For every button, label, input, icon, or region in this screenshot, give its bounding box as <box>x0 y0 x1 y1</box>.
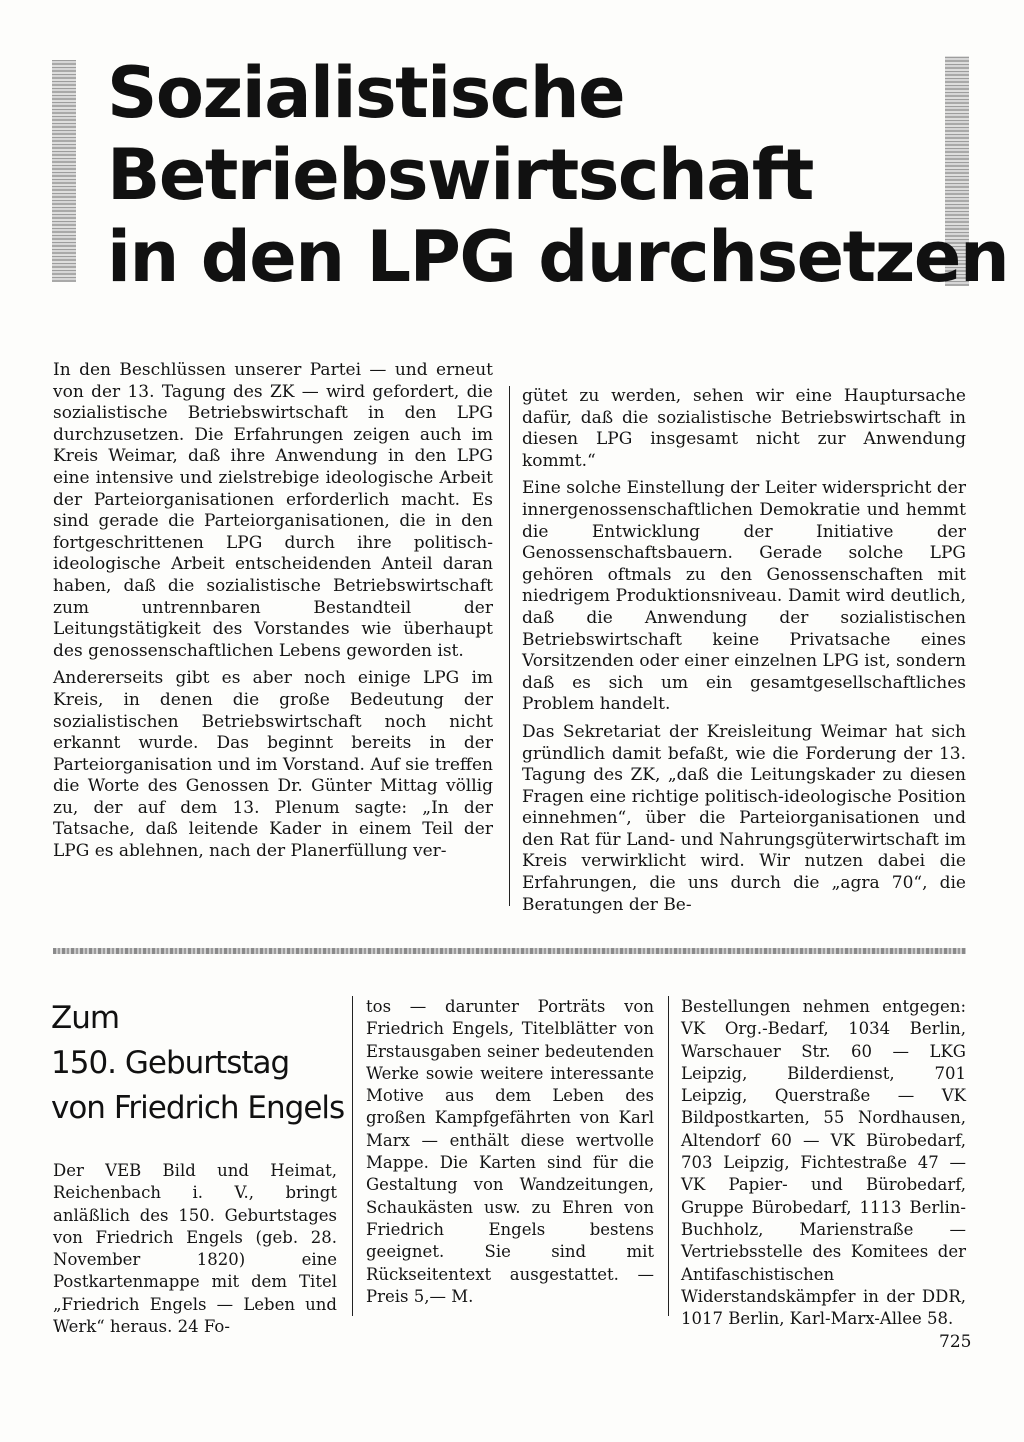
article1-paragraph: Eine solche Einstellung der Leiter widerspricht der innergenossenschaftlichen Demokratie und hemmt die Entwicklung der Initiative der Genossenschaftsbauern. Gerade solche LPG gehören oftmals zu den Genossenschaften mit niedrigem Produktionsniveau. Damit wird deutlich, daß die Anwendung der sozialistischen Betriebswirtschaft keine Privatsache eines Vorsitzenden oder einer einzelnen LPG ist, sondern daß es sich um ein gesamtgesellschaftliches Problem handelt. <box>522 478 966 715</box>
article1-paragraph: Andererseits gibt es aber noch einige LPG im Kreis, in denen die große Bedeutung der sozialistischen Betriebswirtschaft noch nicht erkannt wurde. Das beginnt bereits in der Parteiorganisation und im Vorstand. Auf sie treffen die Worte des Genossen Dr. Günter Mittag völlig zu, der auf dem 13. Plenum sagte: „In der Tatsache, daß leitende Kader in einem Teil der LPG es ablehnen, nach der Planerfüllung ver- <box>53 668 493 862</box>
headline-line-2: Betriebswirtschaft <box>107 134 813 216</box>
article2-paragraph: Der VEB Bild und Heimat, Reichenbach i. V., bringt anläßlich des 150. Geburtstages von Friedrich Engels (geb. 28. November 1820) eine Postkartenmappe mit dem Titel „Friedrich Engels — Leben und Werk“ heraus. 24 Fo- <box>53 1161 337 1337</box>
article2-paragraph: Bestellungen nehmen entgegen: VK Org.-Bedarf, 1034 Berlin, Warschauer Str. 60 — LKG Leipzig, Bilderdienst, 701 Leipzig, Querstraße — VK Bildpostkarten, 55 Nordhausen, Altendorf 60 — VK Bürobedarf, 703 Leipzig, Fichtestraße 47 — VK Papier- und Bürobedarf, Gruppe Bürobedarf, 1113 Berlin-Buchholz, Marienstraße — Vertriebsstelle des Komitees der Antifaschistischen Widerstandskämpfer in der DDR, 1017 Berlin, Karl-Marx-Allee 58. <box>681 997 966 1329</box>
page-number: 725 <box>939 1332 972 1352</box>
headline <box>107 52 1008 298</box>
column-rule <box>668 996 669 1316</box>
decorative-bar-left <box>52 60 76 282</box>
article1-paragraph: gütet zu werden, sehen wir eine Hauptursache dafür, daß die sozialistische Betriebswirtschaft in diesen LPG insgesamt nicht zur Anwendung kommt.“ <box>522 386 966 471</box>
headline-line-3: in den LPG durchsetzen <box>107 216 1009 298</box>
article1-paragraph: Das Sekretariat der Kreisleitung Weimar hat sich gründlich damit befaßt, wie die Forderung der 13. Tagung des ZK, „daß die Leitungskader zu diesen Fragen eine richtige politisch-ideologische Position einnehmen“, über die Parteiorganisationen und den Rat für Land- und Nahrungsgüterwirtschaft im Kreis verwirklicht wird. Wir nutzen dabei die Erfahrungen, die uns durch die „agra 70“, die Beratungen der Be- <box>522 721 966 915</box>
article2-title-line-2: 150. Geburtstag <box>51 1045 290 1081</box>
article1-column-1 <box>53 360 493 869</box>
article2-column-2 <box>366 996 654 1314</box>
article2-title <box>51 996 344 1131</box>
column-rule <box>509 386 510 906</box>
article2-title-line-1: Zum <box>51 1000 120 1036</box>
article1-column-2 <box>522 386 966 922</box>
article2-column-1 <box>53 1160 337 1344</box>
column-rule <box>352 996 353 1316</box>
article1-paragraph: In den Beschlüssen unserer Partei — und erneut von der 13. Tagung des ZK — wird gefordert, die sozialistische Betriebswirtschaft in den LPG durchzusetzen. Die Erfahrungen zeigen auch im Kreis Weimar, daß ihre Anwendung in den LPG eine intensive und zielstrebige ideologische Arbeit der Parteiorganisationen erforderlich macht. Es sind gerade die Parteiorganisationen, die in den fortgeschrittenen LPG durch ihre politisch-ideologische Arbeit entscheidenden Anteil daran haben, daß die sozialistische Betriebswirtschaft zum untrennbaren Bestandteil der Leitungstätigkeit des Vorstandes wie überhaupt des genossenschaftlichen Lebens geworden ist. <box>53 360 493 661</box>
article2-column-3 <box>681 996 966 1336</box>
article2-paragraph: tos — darunter Porträts von Friedrich Engels, Titelblätter von Erstausgaben seiner bedeutenden Werke sowie weitere interessante Motive aus dem Leben des großen Kampfgefährten von Karl Marx — enthält diese wertvolle Mappe. Die Karten sind für die Gestaltung von Wandzeitungen, Schaukästen usw. zu Ehren von Friedrich Engels bestens geeignet. Sie sind mit Rückseitentext ausgestattet. — Preis 5,— M. <box>366 997 654 1306</box>
section-divider <box>53 948 966 954</box>
article2-title-line-3: von Friedrich Engels <box>51 1090 345 1126</box>
headline-line-1: Sozialistische <box>107 52 625 134</box>
